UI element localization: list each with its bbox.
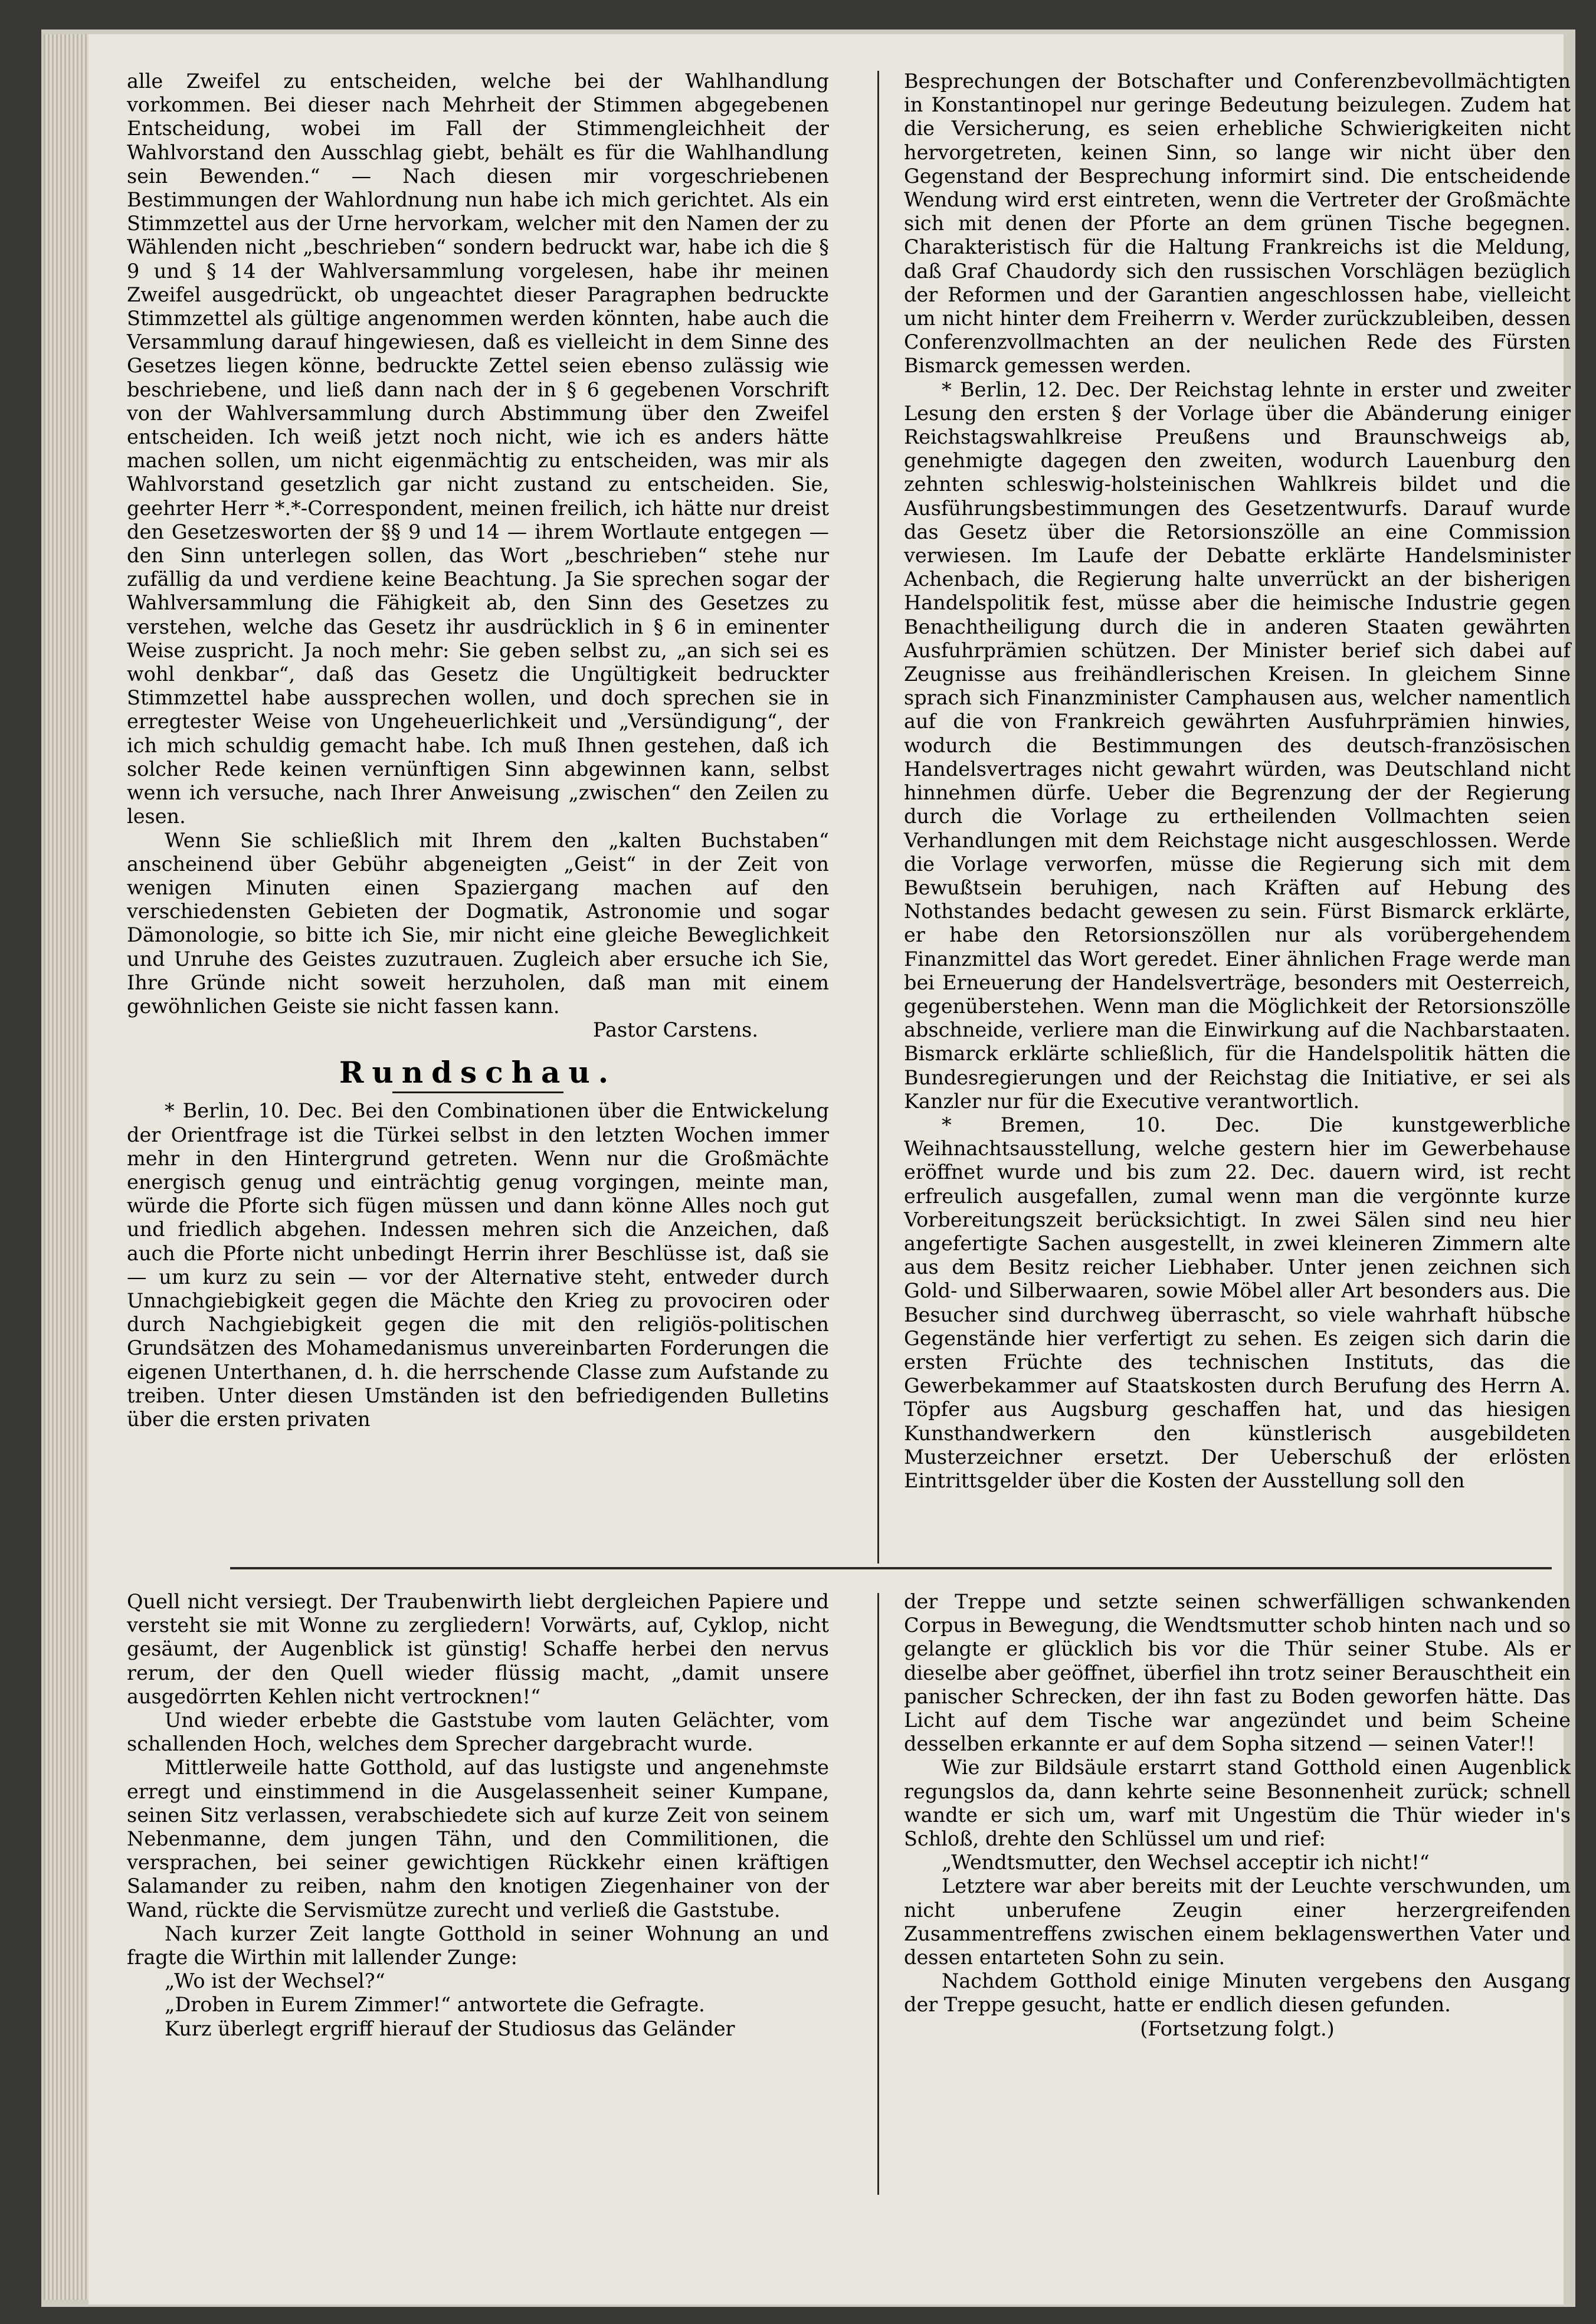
letter-paragraph: alle Zweifel zu entscheiden, welche bei der Wahlhandlung vorkommen. Bei dieser nach Mehrheit der Stimmen abgegebenen Entscheidung, wobei im Fall der Stimmengleichheit der Wahlvorstand den Ausschlag giebt, behält es für die Wahlhandlung sein Bewenden.“ — Nach diesen mir vorgeschriebenen Bestimmungen der Wahlordnung nun habe ich mich gerichtet. Als ein Stimmzettel aus der Urne hervorkam, welcher mit den Namen der zu Wählenden nicht „beschrieben“ sondern bedruckt war, habe ich die § 9 und § 14 der Wahlversammlung vorgelesen, habe ihr meinen Zweifel ausgedrückt, ob ungeachtet dieser Paragraphen bedruckte Stimmzettel als gültige angenommen werden könnten, habe auch die Versammlung darauf hingewiesen, daß es vielleicht in dem Sinne des Gesetzes liegen könne, bedruckte Zettel seien ebenso zulässig wie beschriebene, und ließ dann nach der in § 6 gegebenen Vorschrift von der Wahlversammlung durch Abstimmung über den Zweifel entscheiden. Ich weiß jetzt noch nicht, wie ich es anders hätte machen sollen, um nicht eigenmächtig zu entscheiden, was mir als Wahlvorstand gesetzlich gar nicht zustand zu entscheiden. Sie, geehrter Herr *.*-Correspondent, meinen freilich, ich hätte nur dreist den Gesetzesworten der §§ 9 und 14 — ihrem Wortlaute entgegen — den Sinn unterlegen sollen, das Wort „beschrieben“ stehe nur zufällig da und verdiene keine Beachtung. Ja Sie sprechen sogar der Wahlversammlung die Fähigkeit ab, den Sinn des Gesetzes zu verstehen, welche das Gesetz ihr ausdrücklich in § 6 in eminenter Weise zuspricht. Ja noch mehr: Sie geben selbst zu, „an sich sei es wohl denkbar“, daß das Gesetz die Ungültigkeit bedruckter Stimmzettel habe aussprechen wollen, und doch sprechen sie in erregtester Weise von Ungeheuerlichkeit und „Versündigung“, der ich mich schuldig gemacht habe. Ich muß Ihnen gestehen, daß ich solcher Rede keinen vernünftigen Sinn abgewinnen kann, selbst wenn ich versuche, nach Ihrer Anweisung „zwischen“ den Zeilen zu lesen. <box>127 70 829 828</box>
feuilleton-separator-rule <box>230 1567 1552 1569</box>
story-paragraph: „Droben in Eurem Zimmer!“ antwortete die Gefragte. <box>165 1993 705 2017</box>
column-divider <box>877 1593 879 2195</box>
story-paragraph: Nachdem Gotthold einige Minuten vergebens den Ausgang der Treppe gesucht, hatte er endlich diesen gefunden. <box>904 1969 1571 2017</box>
story-paragraph: „Wendtsmutter, den Wechsel acceptir ich nicht!“ <box>942 1851 1430 1874</box>
column-divider <box>877 71 879 1563</box>
story-paragraph: Und wieder erbebte die Gaststube vom lauten Gelächter, vom schallenden Hoch, welches dem Sprecher dargebracht wurde. <box>127 1709 829 1756</box>
upper-left-column <box>127 70 829 1431</box>
news-item-berlin-10-dec: * Berlin, 10. Dec. Bei den Combinationen über die Entwickelung der Orientfrage ist die Türkei selbst in den letzten Wochen immer mehr in den Hintergrund getreten. Wenn nur die Großmächte energisch genug und einträchtig genug vorgingen, meinte man, würde die Pforte sich fügen müssen und dann könne Alles noch gut und friedlich abgehen. Indessen mehren sich die Anzeichen, daß auch die Pforte nicht unbedingt Herrin ihrer Beschlüsse ist, daß sie — um kurz zu sein — vor der Alternative steht, entweder durch Unnachgiebigkeit gegen die Mächte den Krieg zu provociren oder durch Nachgiebigkeit gegen die mit den religiös-politischen Grundsätzen des Mohamedanismus unvereinbarten Forderungen die eigenen Unterthanen, d. h. die herrschende Classe zum Aufstande zu treiben. Unter diesen Umständen ist den befriedigenden Bulletins über die ersten privaten <box>127 1099 829 1431</box>
story-paragraph: „Wo ist der Wechsel?“ <box>165 1969 385 1993</box>
news-item-berlin-12-dec: * Berlin, 12. Dec. Der Reichstag lehnte in erster und zweiter Lesung den ersten § der Vorlage über die Abänderung einiger Reichstagswahlkreise Preußens und Braunschweigs ab, genehmigte dagegen den zweiten, wodurch Lauenburg den zehnten schleswig-holsteinischen Wahlkreis bildet und die Ausführungsbestimmungen des Gesetzentwurfs. Darauf wurde das Gesetz über die Retorsionszölle an eine Commission verwiesen. Im Laufe der Debatte erklärte Handelsminister Achenbach, die Regierung halte unverrückt an der bisherigen Handelspolitik fest, müsse aber die heimische Industrie gegen Benachtheiligung durch die in anderen Staaten gewährten Ausfuhrprämien schützen. Der Minister berief sich dabei auf Zeugnisse aus freihändlerischen Kreisen. In gleichem Sinne sprach sich Finanzminister Camphausen aus, welcher namentlich auf die von Frankreich gewährten Ausfuhrprämien hinwies, wodurch die Bestimmungen des deutsch-französischen Handelsvertrages nicht gewahrt würden, was Deutschland nicht hinnehmen dürfe. Ueber die Begrenzung der der Regierung durch die Vorlage zu ertheilenden Vollmachten seien Verhandlungen mit dem Reichstage nicht ausgeschlossen. Werde die Vorlage verworfen, müsse die Regierung sich mit dem Bewußtsein beruhigen, nach Kräften auf Hebung des Nothstandes bedacht gewesen zu sein. Fürst Bismarck erklärte, er habe den Retorsionszöllen nur als vorübergehendem Finanzmittel das Wort geredet. Einer ähnlichen Frage werde man bei Erneuerung der Handelsverträge, besonders mit Oesterreich, gegenüberstehen. Wenn man die Möglichkeit der Retorsionszölle abschneide, verliere man die Einwirkung auf die Nachbarstaaten. Bismarck erklärte schließlich, für die Handelspolitik hätten die Bundesregierungen und der Reichstag die Initiative, er sei als Kanzler nur für die Executive verantwortlich. <box>904 378 1571 1113</box>
section-heading: Rundschau. <box>339 1055 617 1090</box>
story-paragraph: der Treppe und setzte seinen schwerfälligen schwankenden Corpus in Bewegung, die Wendtsmutter schob hinten nach und so gelangte er glücklich bis vor die Thür seiner Stube. Als er dieselbe aber geöffnet, überfiel ihn trotz seiner Berauschtheit ein panischer Schrecken, der ihn fast zu Boden geworfen hätte. Das Licht auf dem Tische war angezündet und beim Scheine desselben erkannte er auf dem Sopha sitzend — seinen Vater!! <box>904 1590 1571 1756</box>
upper-right-column <box>904 70 1571 1493</box>
story-paragraph: Letztere war aber bereits mit der Leuchte verschwunden, um nicht unberufene Zeugin einer herzergreifenden Zusammentreffens zwischen einem beklagenswerthen Vater und dessen entarteten Sohn zu sein. <box>904 1874 1571 1969</box>
story-paragraph: Wie zur Bildsäule erstarrt stand Gotthold einen Augenblick regungslos da, dann kehrte seine Besonnenheit zurück; schnell wandte er sich um, warf mit Ungestüm die Thür wieder in's Schloß, drehte den Schlüssel um und rief: <box>904 1756 1571 1851</box>
story-paragraph: Kurz überlegt ergriff hierauf der Studiosus das Geländer <box>165 2017 735 2040</box>
letter-signature: Pastor Carstens. <box>592 1018 758 1042</box>
feuilleton-right-column <box>904 1590 1571 2041</box>
news-item-bremen-10-dec: * Bremen, 10. Dec. Die kunstgewerbliche Weihnachtsausstellung, welche gestern hier im Gewerbehause eröffnet wurde und bis zum 22. Dec. dauern wird, ist recht erfreulich ausgefallen, zumal wenn man die vergönnte kurze Vorbereitungszeit berücksichtigt. In zwei Sälen sind neu hier angefertigte Sachen ausgestellt, in zwei kleineren Zimmern alte aus dem Besitz reicher Liebhaber. Unter jenen zeichnen sich Gold- und Silberwaaren, sowie Möbel aller Art besonders aus. Die Besucher sind durchweg überrascht, so viele wahrhaft hübsche Gegenstände hier verfertigt zu sehen. Es zeigen sich darin die ersten Früchte des technischen Instituts, das die Gewerbekammer auf Staatskosten durch Berufung des Herrn A. Töpfer aus Augsburg geschaffen hat, und das hiesigen Kunsthandwerkern den künstlerisch ausgebildeten Musterzeichner ersetzt. Der Ueberschuß der erlösten Eintrittsgelder über die Kosten der Ausstellung soll den <box>904 1113 1571 1492</box>
continuation-note: (Fortsetzung folgt.) <box>1140 2017 1335 2040</box>
story-paragraph: Quell nicht versiegt. Der Traubenwirth liebt dergleichen Papiere und versteht sie mit Wonne zu zergliedern! Vorwärts, auf, Cyklop, nicht gesäumt, der Augenblick ist günstig! Schaffe herbei den nervus rerum, der den Quell wieder flüssig macht, „damit unsere ausgedörrten Kehlen nicht vertrocknen!“ <box>127 1590 829 1708</box>
story-paragraph: Nach kurzer Zeit langte Gotthold in seiner Wohnung an und fragte die Wirthin mit lallender Zunge: <box>127 1922 829 1969</box>
story-paragraph: Mittlerweile hatte Gotthold, auf das lustigste und angenehmste erregt und einstimmend in die Ausgelassenheit seiner Kumpane, seinen Sitz verlassen, verabschiedete sich auf kurze Zeit von seinem Nebenmanne, dem jungen Tähn, und den Commilitionen, die versprachen, bei seiner gewichtigen Rückkehr einen kräftigen Salamander zu reiben, nahm den knotigen Ziegenhainer von der Wand, rückte die Servismütze zurecht und verließ die Gaststube. <box>127 1756 829 1922</box>
heading-underline <box>392 1091 563 1093</box>
news-item-continuation: Besprechungen der Botschafter und Conferenzbevollmächtigten in Konstantinopel nur geringe Bedeutung beizulegen. Zudem hat die Versicherung, es seien erhebliche Schwierigkeiten nicht hervorgetreten, keinen Sinn, so lange wir nicht über den Gegenstand der Besprechung informirt sind. Die entscheidende Wendung wird erst eintreten, wenn die Vertreter der Großmächte sich mit denen der Pforte an dem grünen Tische begegnen. Charakteristisch für die Haltung Frankreichs ist die Meldung, daß Graf Chaudordy sich den russischen Vorschlägen bezüglich der Reformen und der Garantien angeschlossen habe, vielleicht um nicht hinter dem Freiherrn v. Werder zurückzubleiben, dessen Conferenzvollmachten an der neulichen Rede des Fürsten Bismarck gemessen werden. <box>904 70 1571 378</box>
feuilleton-left-column <box>127 1590 829 2041</box>
letter-paragraph: Wenn Sie schließlich mit Ihrem den „kalten Buchstaben“ anscheinend über Gebühr abgeneigten „Geist“ in der Zeit von wenigen Minuten einen Spaziergang machen auf den verschiedensten Gebieten der Dogmatik, Astronomie und sogar Dämonologie, so bitte ich Sie, mir nicht eine gleiche Beweglichkeit und Unruhe des Geistes zuzutrauen. Zugleich aber ersuche ich Sie, Ihre Gründe nicht soweit herzuholen, daß man mit einem gewöhnlichen Geiste sie nicht fassen kann. <box>127 828 829 1018</box>
